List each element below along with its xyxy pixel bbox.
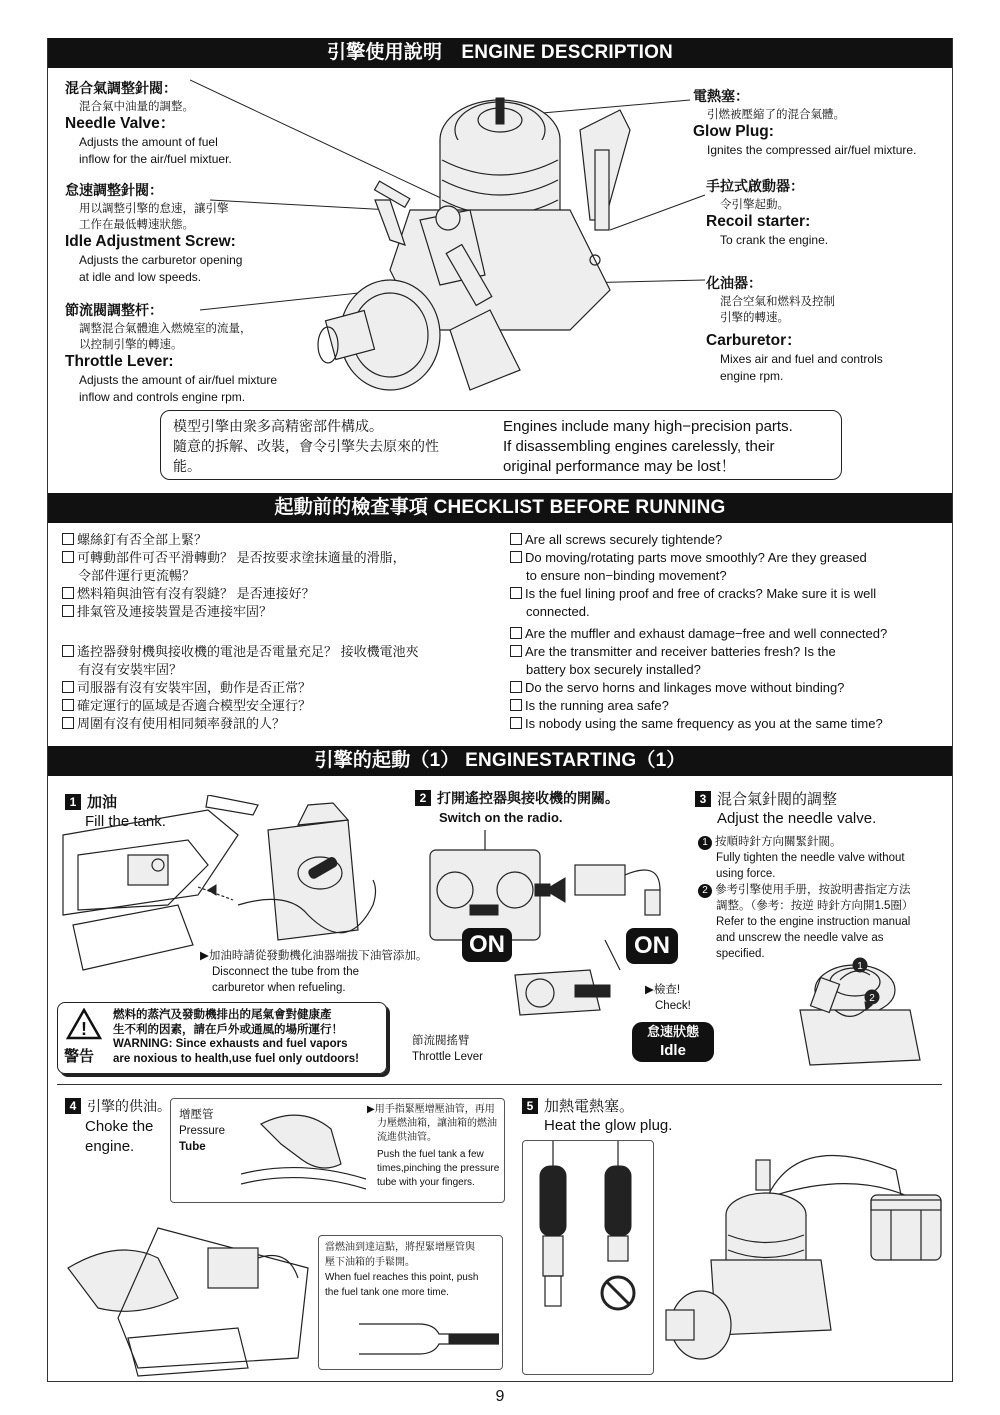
push-zh-1: ▶用手指緊壓增壓油管，再用 bbox=[367, 1104, 495, 1115]
step4-title-en-2: engine. bbox=[85, 1138, 135, 1155]
checkbox-icon[interactable] bbox=[62, 587, 74, 599]
instr1-number-icon: 1 bbox=[698, 836, 712, 850]
step1-note-en-1: Disconnect the tube from the bbox=[212, 966, 360, 978]
checkbox-icon[interactable] bbox=[510, 699, 522, 711]
glow-plug-desc-zh: 引燃被壓縮了的混合氣體。 bbox=[707, 107, 845, 121]
needle-valve-desc-zh: 混合氣中油量的調整。 bbox=[79, 99, 194, 113]
step1-note-en-2: carburetor when refueling. bbox=[212, 982, 346, 994]
push-en-1: Push the fuel tank a few bbox=[377, 1149, 484, 1160]
step3-number: 3 bbox=[695, 791, 711, 807]
step3-instr1-en-1: Fully tighten the needle valve without bbox=[716, 852, 905, 864]
notice-zh-1: 模型引擎由衆多高精密部件構成。 bbox=[173, 419, 383, 435]
checklist-en-item: Is the fuel lining proof and free of cracks? Make sure it is well bbox=[510, 585, 950, 603]
step2-number: 2 bbox=[415, 790, 431, 806]
idle-screw-desc-en-1: Adjusts the carburetor opening bbox=[79, 253, 243, 267]
throttle-lever-desc-en-2: inflow and controls engine rpm. bbox=[79, 390, 246, 404]
step3-title-zh: 3 混合氣針閥的調整 bbox=[695, 790, 876, 809]
checklist-zh-item: 確定運行的區域是否適合模型安全運行？ bbox=[62, 697, 502, 715]
carburetor-desc-zh-2: 引擎的轉速。 bbox=[720, 310, 789, 324]
checkbox-icon[interactable] bbox=[510, 681, 522, 693]
needle-valve-label-zh: 混合氣調整針閥： bbox=[65, 81, 177, 97]
step2-lever-en: Throttle Lever bbox=[412, 1051, 483, 1063]
checklist-zh-item: 可轉動部件可否平滑轉動？ 是否按要求塗抹適量的滑脂， bbox=[62, 549, 502, 567]
checklist-en bbox=[510, 531, 950, 733]
glow-plug-label-en: Glow Plug: bbox=[693, 123, 774, 140]
glow-heater-panel bbox=[522, 1140, 654, 1375]
carburetor-label-en: Carburetor： bbox=[706, 332, 802, 349]
needle-valve-label-en: Needle Valve： bbox=[65, 115, 176, 132]
section-header-checklist: 起動前的檢查事項 CHECKLIST BEFORE RUNNING bbox=[48, 493, 952, 523]
step3-instr2-zh-1: 2 參考引擎使用手册，按說明書指定方法 bbox=[698, 882, 950, 898]
reach-en-2: the fuel tank one more time. bbox=[325, 1287, 449, 1298]
checkbox-icon[interactable] bbox=[62, 717, 74, 729]
glow-heat-engine-illustration bbox=[656, 1140, 948, 1375]
checklist-en-item: Do the servo horns and linkages move without binding? bbox=[510, 679, 950, 697]
reach-zh-2: 壓下油箱的手鬆開。 bbox=[325, 1257, 415, 1268]
push-zh-3: 流進供油管。 bbox=[377, 1132, 437, 1143]
fuel-tube-detail-illustration bbox=[359, 1314, 499, 1364]
step4-title-en-1: Choke the bbox=[85, 1118, 154, 1135]
idle-screw-desc-en-2: at idle and low speeds. bbox=[79, 270, 202, 284]
step3-instr2-en-3: specified. bbox=[716, 948, 765, 960]
idle-screw-label-en: Idle Adjustment Screw: bbox=[65, 233, 236, 250]
warning-triangle-icon bbox=[66, 1008, 102, 1040]
reach-zh-1: 當燃油到達這點，將捏緊增壓管與 bbox=[325, 1242, 475, 1253]
checklist-en-item: Is the running area safe? bbox=[510, 697, 950, 715]
page-number: 9 bbox=[495, 1388, 505, 1405]
recoil-starter-desc-zh: 令引擎起動。 bbox=[720, 197, 789, 211]
glow-heater-illustration bbox=[523, 1141, 655, 1376]
pressure-tube-en-2: Tube bbox=[179, 1141, 206, 1153]
carburetor-desc-en-2: engine rpm. bbox=[720, 369, 784, 383]
checklist-en-item: Are the transmitter and receiver batteries fresh? Is the bbox=[510, 643, 950, 661]
checklist-en-item-cont: to ensure non−binding movement? bbox=[526, 568, 727, 583]
checklist-zh-item: 遙控器發射機與接收機的電池是否電量充足？ 接收機電池夾 bbox=[62, 643, 502, 661]
warning-mark: ! bbox=[81, 1019, 87, 1039]
notice-en-1: Engines include many high−precision parts. bbox=[503, 418, 793, 435]
step3-title-en: Adjust the needle valve. bbox=[717, 810, 877, 827]
checkbox-icon[interactable] bbox=[62, 699, 74, 711]
step4-title-zh: 4 引擎的供油。 bbox=[65, 1098, 171, 1117]
pressure-tube-en-1: Pressure bbox=[179, 1125, 226, 1137]
push-zh-2: 力壓燃油箱，讓油箱的燃油 bbox=[377, 1118, 497, 1129]
notice-zh-2: 隨意的拆解、改裝，會令引擎失去原來的性 bbox=[173, 439, 439, 455]
step1-number: 1 bbox=[65, 794, 81, 810]
step-divider bbox=[57, 1084, 942, 1085]
transmitter-on-badge: ON bbox=[462, 928, 512, 962]
step2-lever-zh: 節流閥搖臂 bbox=[412, 1035, 470, 1047]
recoil-starter-desc-en: To crank the engine. bbox=[720, 233, 829, 247]
checkbox-icon[interactable] bbox=[510, 533, 522, 545]
needle-adjust-illustration bbox=[760, 950, 950, 1075]
warning-label: 警告 bbox=[64, 1047, 95, 1065]
checklist-zh-item-cont: 有沒有安裝牢固？ bbox=[78, 662, 183, 677]
section-header-engine-description: 引擎使用說明 ENGINE DESCRIPTION bbox=[48, 38, 952, 68]
checkbox-icon[interactable] bbox=[62, 533, 74, 545]
warning-en-1: WARNING: Since exhausts and fuel vapors bbox=[113, 1038, 348, 1050]
instr2-number-icon: 2 bbox=[698, 884, 712, 898]
carburetor-label-zh: 化油器： bbox=[706, 276, 762, 292]
receiver-on-badge: ON bbox=[626, 928, 678, 964]
checkbox-icon[interactable] bbox=[510, 587, 522, 599]
checklist-en-item: Are the muffler and exhaust damage−free and well connected? bbox=[510, 625, 950, 643]
checklist-en-item: Is nobody using the same frequency as you at the same time? bbox=[510, 715, 950, 733]
idle-screw-desc-zh-2: 工作在最低轉速狀態。 bbox=[79, 217, 194, 231]
notice-zh-3: 能。 bbox=[173, 459, 201, 475]
step3-instr2-en-1: Refer to the engine instruction manual bbox=[716, 916, 911, 928]
warning-zh-2: 生不利的因素，請在戶外或通風的場所運行！ bbox=[113, 1022, 343, 1036]
checklist-en-item-cont: battery box securely installed? bbox=[526, 662, 701, 677]
warning-zh-1: 燃料的蒸汽及發動機排出的尾氣會對健康產 bbox=[113, 1007, 332, 1021]
step2-title-en: Switch on the radio. bbox=[439, 810, 563, 825]
pressure-tube-panel bbox=[170, 1098, 505, 1203]
throttle-lever-label-en: Throttle Lever: bbox=[65, 353, 174, 370]
precision-notice-box bbox=[160, 410, 842, 480]
warning-box bbox=[57, 1002, 387, 1074]
recoil-starter-label-zh: 手拉式啟動器： bbox=[706, 179, 804, 195]
checkbox-icon[interactable] bbox=[510, 717, 522, 729]
step3-instr1-zh: 1 按順時針方向關緊針閥。 bbox=[698, 834, 950, 850]
checkbox-icon[interactable] bbox=[510, 627, 522, 639]
notice-en-3: original performance may be lost！ bbox=[503, 458, 736, 475]
throttle-lever-desc-zh-2: 以控制引擎的轉速。 bbox=[79, 337, 183, 351]
idle-state-badge bbox=[632, 1022, 714, 1062]
step5-title-zh: 5 加熱電熱塞。 bbox=[522, 1096, 672, 1116]
step5-title-en: Heat the glow plug. bbox=[544, 1117, 673, 1134]
checklist-zh-item: 燃料箱與油管有沒有裂縫？ 是否連接好？ bbox=[62, 585, 502, 603]
checklist-en-item: Do moving/rotating parts move smoothly? Are they greased bbox=[510, 549, 950, 567]
checklist-zh-item: 排氣管及連接裝置是否連接牢固？ bbox=[62, 603, 502, 621]
idle-screw-label-zh: 怠速調整針閥： bbox=[65, 183, 163, 199]
checkbox-icon[interactable] bbox=[62, 551, 74, 563]
checklist-zh bbox=[62, 531, 502, 733]
checklist-en-item-cont: connected. bbox=[526, 604, 590, 619]
step4-number: 4 bbox=[65, 1098, 81, 1114]
throttle-lever-desc-en-1: Adjusts the amount of air/fuel mixture bbox=[79, 373, 278, 387]
step2-title-zh: 2 打開遙控器與接收機的開關。 bbox=[415, 790, 619, 809]
section-header-engine-starting: 引擎的起動（1） ENGINESTARTING（1） bbox=[48, 746, 952, 776]
callout-1: 1 bbox=[857, 961, 863, 972]
checkbox-icon[interactable] bbox=[510, 551, 522, 563]
throttle-lever-desc-zh-1: 調整混合氣體進入燃燒室的流量， bbox=[79, 321, 252, 335]
fuel-reach-panel bbox=[318, 1235, 503, 1370]
push-en-2: times,pinching the pressure bbox=[377, 1163, 500, 1174]
checkbox-icon[interactable] bbox=[510, 645, 522, 657]
step1-note-zh: ▶加油時請從發動機化油器端拔下油管添加。 bbox=[200, 950, 428, 962]
reach-en-1: When fuel reaches this point, push bbox=[325, 1272, 479, 1283]
checklist-zh-item: 螺絲釘有否全部上緊？ bbox=[62, 531, 502, 549]
checkbox-icon[interactable] bbox=[62, 681, 74, 693]
idle-screw-desc-zh-1: 用以調整引擎的怠速，讓引擎 bbox=[79, 201, 229, 215]
warning-en-2: are noxious to health,use fuel only outdoors! bbox=[113, 1053, 359, 1065]
needle-valve-desc-en-1: Adjusts the amount of fuel bbox=[79, 135, 218, 149]
finger-pinch-illustration bbox=[241, 1104, 366, 1199]
choke-engine-illustration bbox=[58, 1208, 318, 1378]
checkbox-icon[interactable] bbox=[62, 605, 74, 617]
step3-instr2-en-2: and unscrew the needle valve as bbox=[716, 932, 884, 944]
notice-en-2: If disassembling engines carelessly, their bbox=[503, 438, 775, 455]
idle-state-zh: 怠速狀態 bbox=[646, 1025, 699, 1040]
glow-plug-label-zh: 電熱塞： bbox=[693, 89, 749, 105]
step3-instr2-zh-2: 調整。（參考：按逆 時針方向開1.5圈） bbox=[716, 900, 914, 912]
needle-valve-desc-en-2: inflow for the air/fuel mixtuer. bbox=[79, 152, 232, 166]
checklist-zh-item: 周圍有沒有使用相同頻率發訊的人？ bbox=[62, 715, 502, 733]
step2-check-zh: ▶檢查! bbox=[645, 984, 681, 996]
callout-2: 2 bbox=[869, 993, 875, 1004]
idle-state-en: Idle bbox=[660, 1042, 686, 1059]
recoil-starter-label-en: Recoil starter: bbox=[706, 213, 811, 230]
carburetor-desc-en-1: Mixes air and fuel and controls bbox=[720, 352, 883, 366]
checklist-zh-item: 司服器有沒有安裝牢固，動作是否正常？ bbox=[62, 679, 502, 697]
push-en-3: tube with your fingers. bbox=[377, 1177, 475, 1188]
step2-check-en: Check! bbox=[655, 1000, 691, 1012]
throttle-lever-label-zh: 節流閥調整杆： bbox=[65, 303, 163, 319]
glow-plug-desc-en: Ignites the compressed air/fuel mixture. bbox=[707, 143, 917, 157]
pressure-tube-zh: 增壓管 bbox=[179, 1109, 214, 1121]
step3-instr1-en-2: using force. bbox=[716, 868, 776, 880]
step1-title-zh: 1 加油 bbox=[65, 792, 166, 812]
step5-number: 5 bbox=[522, 1098, 538, 1114]
step1-title-en: Fill the tank. bbox=[85, 813, 166, 830]
checklist-zh-item-cont: 令部件運行更流暢？ bbox=[78, 568, 196, 583]
checkbox-icon[interactable] bbox=[62, 645, 74, 657]
checklist-en-item: Are all screws securely tightende? bbox=[510, 531, 950, 549]
carburetor-desc-zh-1: 混合空氣和燃料及控制 bbox=[720, 294, 835, 308]
